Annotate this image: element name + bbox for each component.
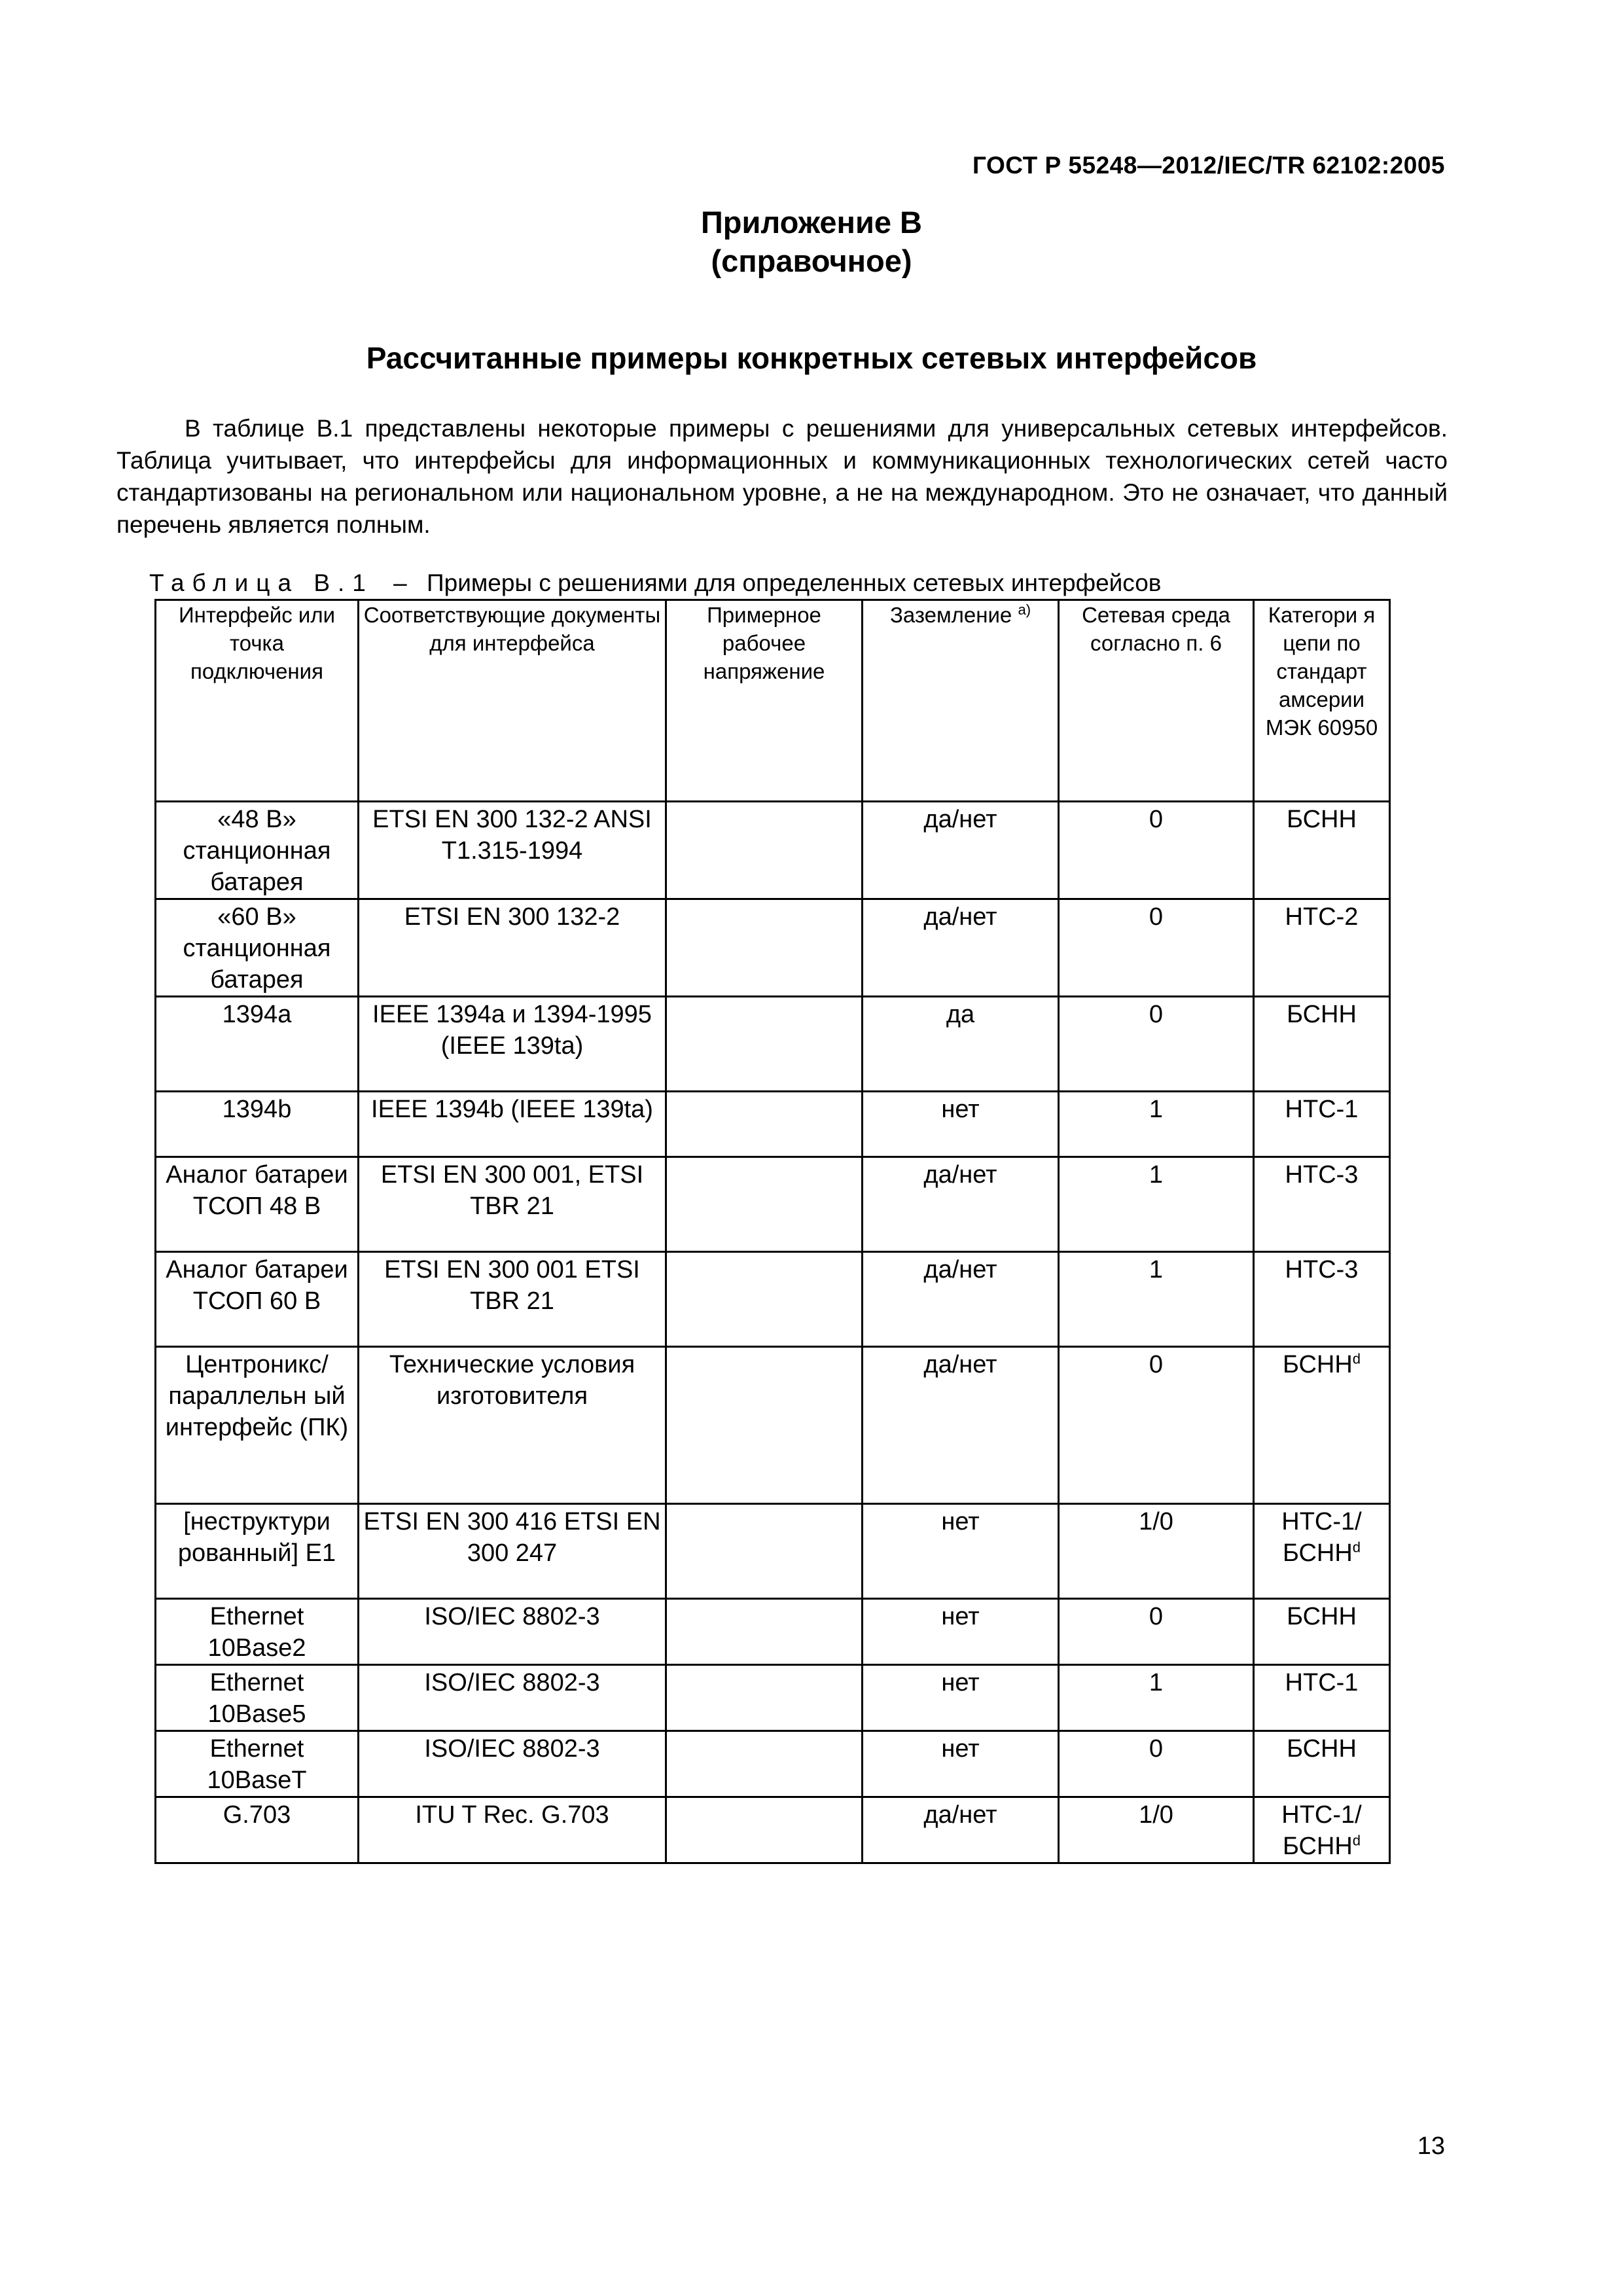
cell-docs-text: ETSI EN 300 001, ETSI TBR 21 <box>380 1161 644 1220</box>
cell-interface <box>156 997 359 1092</box>
cell-category-text: НТС-1/ БСНН <box>1281 1801 1362 1860</box>
table-row <box>156 997 1390 1092</box>
cell-voltage <box>666 802 863 899</box>
cell-interface <box>156 1092 359 1157</box>
cell-ground <box>863 1599 1059 1665</box>
cell-interface <box>156 1599 359 1665</box>
cell-interface-text: Ethernet 10Base2 <box>207 1603 306 1662</box>
page-number: 13 <box>1417 2132 1445 2160</box>
cell-env-text: 0 <box>1149 806 1164 833</box>
header-voltage: Примерное рабочее напряжение <box>666 600 863 802</box>
cell-category <box>1254 899 1390 997</box>
cell-category-text: НТС-1/ БСНН <box>1281 1508 1362 1567</box>
table-caption-dash: – <box>393 569 407 596</box>
cell-env-text: 1/0 <box>1139 1508 1173 1535</box>
cell-interface <box>156 899 359 997</box>
interfaces-table <box>154 599 1391 1864</box>
cell-env-text: 1 <box>1149 1669 1164 1696</box>
cell-env <box>1059 1504 1254 1599</box>
cell-interface-text: Центроникс/ параллельн ый интерфейс (ПК) <box>165 1351 349 1441</box>
table-row <box>156 1665 1390 1731</box>
table-caption-text: Примеры с решениями для определенных сетевых интерфейсов <box>427 569 1162 596</box>
cell-docs-text: ETSI EN 300 132-2 ANSI T1.315-1994 <box>372 806 652 865</box>
table-row <box>156 1347 1390 1504</box>
cell-env <box>1059 1665 1254 1731</box>
cell-docs <box>359 1092 666 1157</box>
cell-docs <box>359 1252 666 1347</box>
cell-interface-text: Ethernet 10BaseT <box>207 1735 307 1794</box>
cell-docs-text: ITU T Rec. G.703 <box>415 1801 609 1829</box>
table-caption <box>149 569 1161 597</box>
cell-ground <box>863 1092 1059 1157</box>
category-footnote-mark: d <box>1352 1539 1361 1556</box>
cell-interface <box>156 1157 359 1252</box>
header-interface: Интерфейс или точка подключения <box>156 600 359 802</box>
cell-voltage <box>666 1599 863 1665</box>
cell-category-text: НТС-1 <box>1285 1096 1359 1123</box>
table-row <box>156 1731 1390 1797</box>
cell-docs-text: Технические условия изготовителя <box>389 1351 635 1410</box>
cell-category-text: НТС-3 <box>1285 1256 1359 1283</box>
cell-docs-text: ETSI EN 300 001 ETSI TBR 21 <box>384 1256 640 1315</box>
cell-env-text: 0 <box>1149 903 1164 931</box>
cell-ground-text: нет <box>941 1603 980 1630</box>
cell-interface-text: «60 В» станционная батарея <box>183 903 331 994</box>
cell-docs-text: ETSI EN 300 132-2 <box>404 903 620 931</box>
cell-env <box>1059 1797 1254 1863</box>
cell-ground <box>863 899 1059 997</box>
cell-ground <box>863 1665 1059 1731</box>
cell-ground-text: да/нет <box>923 1161 997 1189</box>
cell-ground <box>863 997 1059 1092</box>
cell-docs <box>359 1347 666 1504</box>
cell-voltage <box>666 1797 863 1863</box>
category-footnote-mark: d <box>1352 1832 1361 1849</box>
cell-env <box>1059 1252 1254 1347</box>
cell-env <box>1059 802 1254 899</box>
cell-ground <box>863 1157 1059 1252</box>
header-env: Сетевая среда согласно п. 6 <box>1059 600 1254 802</box>
cell-ground <box>863 802 1059 899</box>
cell-docs <box>359 1504 666 1599</box>
cell-category-text: БСНН <box>1287 1603 1357 1630</box>
cell-interface-text: G.703 <box>223 1801 291 1829</box>
cell-env-text: 0 <box>1149 1735 1164 1763</box>
cell-interface <box>156 1252 359 1347</box>
cell-category-text: НТС-2 <box>1285 903 1359 931</box>
cell-interface <box>156 1347 359 1504</box>
cell-category <box>1254 1599 1390 1665</box>
cell-docs <box>359 802 666 899</box>
cell-category-text: БСНН <box>1287 1001 1357 1028</box>
cell-ground-text: да/нет <box>923 806 997 833</box>
cell-interface-text: 1394b <box>222 1096 292 1123</box>
cell-env <box>1059 1157 1254 1252</box>
cell-env-text: 1 <box>1149 1161 1164 1189</box>
cell-interface-text: Ethernet 10Base5 <box>207 1669 306 1728</box>
cell-interface-text: Аналог батареи ТСОП 60 В <box>166 1256 348 1315</box>
cell-ground <box>863 1797 1059 1863</box>
cell-category <box>1254 1157 1390 1252</box>
cell-env-text: 1 <box>1149 1096 1164 1123</box>
cell-interface-text: [неструктури рованный] E1 <box>177 1508 336 1567</box>
cell-ground-text: нет <box>941 1735 980 1763</box>
table-row <box>156 1092 1390 1157</box>
cell-category <box>1254 1347 1390 1504</box>
cell-env <box>1059 997 1254 1092</box>
table-row <box>156 1157 1390 1252</box>
cell-category-text: НТС-3 <box>1285 1161 1359 1189</box>
cell-ground <box>863 1347 1059 1504</box>
cell-env-text: 0 <box>1149 1351 1164 1378</box>
cell-category <box>1254 997 1390 1092</box>
table-row <box>156 802 1390 899</box>
cell-ground <box>863 1731 1059 1797</box>
table-row <box>156 899 1390 997</box>
cell-env-text: 0 <box>1149 1001 1164 1028</box>
cell-category-text: БСНН <box>1287 806 1357 833</box>
cell-docs-text: IEEE 1394a и 1394-1995 (IEEE 139ta) <box>372 1001 652 1060</box>
table-caption-label: Таблица В.1 <box>149 569 374 596</box>
cell-docs <box>359 1665 666 1731</box>
cell-ground-text: да/нет <box>923 1801 997 1829</box>
cell-docs-text: ISO/IEC 8802-3 <box>424 1669 600 1696</box>
cell-ground-text: да/нет <box>923 903 997 931</box>
cell-docs <box>359 899 666 997</box>
header-docs: Соответствующие документы для интерфейса <box>359 600 666 802</box>
cell-ground <box>863 1504 1059 1599</box>
cell-ground-text: да/нет <box>923 1351 997 1378</box>
cell-category <box>1254 1252 1390 1347</box>
cell-category-text: НТС-1 <box>1285 1669 1359 1696</box>
header-ground <box>863 600 1059 802</box>
cell-category <box>1254 1504 1390 1599</box>
appendix-heading <box>0 203 1623 280</box>
cell-interface <box>156 1797 359 1863</box>
cell-env <box>1059 899 1254 997</box>
header-category: Категори я цепи по стандарт амсерии МЭК 60950 <box>1254 600 1390 802</box>
cell-ground <box>863 1252 1059 1347</box>
cell-voltage <box>666 1092 863 1157</box>
cell-interface <box>156 802 359 899</box>
cell-docs-text: IEEE 1394b (IEEE 139ta) <box>371 1096 653 1123</box>
cell-docs <box>359 1599 666 1665</box>
table-row <box>156 1504 1390 1599</box>
table-header-row <box>156 600 1390 802</box>
table-row <box>156 1797 1390 1863</box>
cell-docs-text: ETSI EN 300 416 ETSI EN 300 247 <box>363 1508 661 1567</box>
cell-category <box>1254 1797 1390 1863</box>
cell-docs <box>359 1731 666 1797</box>
cell-env <box>1059 1347 1254 1504</box>
cell-ground-text: да/нет <box>923 1256 997 1283</box>
cell-interface <box>156 1504 359 1599</box>
appendix-subtitle: (справочное) <box>711 243 912 278</box>
cell-env <box>1059 1092 1254 1157</box>
intro-paragraph: В таблице В.1 представлены некоторые примеры с решениями для универсальных сетевых интерфейсов. Таблица учитывает, что интерфейсы для информационных и коммуникационных технологических сетей часто стандартизованы на региональном или национальном уровне, а не на международном. Это не означает, что данный перечень является полным. <box>116 415 1448 538</box>
cell-voltage <box>666 899 863 997</box>
cell-docs <box>359 1797 666 1863</box>
category-footnote-mark: d <box>1352 1350 1361 1367</box>
header-ground-label: Заземление <box>889 603 1012 627</box>
cell-voltage <box>666 1347 863 1504</box>
cell-env-text: 0 <box>1149 1603 1164 1630</box>
cell-ground-text: нет <box>941 1508 980 1535</box>
cell-docs-text: ISO/IEC 8802-3 <box>424 1603 600 1630</box>
cell-env-text: 1/0 <box>1139 1801 1173 1829</box>
cell-category-text: БСНН <box>1282 1351 1353 1378</box>
cell-docs-text: ISO/IEC 8802-3 <box>424 1735 600 1763</box>
document-code: ГОСТ Р 55248—2012/IEC/TR 62102:2005 <box>972 152 1445 179</box>
cell-interface-text: 1394a <box>222 1001 292 1028</box>
cell-docs <box>359 997 666 1092</box>
cell-category <box>1254 1665 1390 1731</box>
cell-voltage <box>666 1157 863 1252</box>
cell-ground-text: да <box>946 1001 975 1028</box>
cell-interface <box>156 1731 359 1797</box>
cell-env-text: 1 <box>1149 1256 1164 1283</box>
header-ground-note: а) <box>1018 601 1031 618</box>
cell-interface-text: «48 В» станционная батарея <box>183 806 331 896</box>
cell-voltage <box>666 1731 863 1797</box>
cell-voltage <box>666 997 863 1092</box>
cell-category <box>1254 1731 1390 1797</box>
cell-ground-text: нет <box>941 1096 980 1123</box>
cell-voltage <box>666 1665 863 1731</box>
appendix-title: Приложение В <box>701 205 922 240</box>
cell-env <box>1059 1599 1254 1665</box>
cell-category <box>1254 1092 1390 1157</box>
cell-docs <box>359 1157 666 1252</box>
cell-category-text: БСНН <box>1287 1735 1357 1763</box>
cell-interface-text: Аналог батареи ТСОП 48 В <box>166 1161 348 1220</box>
cell-voltage <box>666 1252 863 1347</box>
table-row <box>156 1599 1390 1665</box>
cell-voltage <box>666 1504 863 1599</box>
cell-category <box>1254 802 1390 899</box>
cell-ground-text: нет <box>941 1669 980 1696</box>
table-row <box>156 1252 1390 1347</box>
section-title: Рассчитанные примеры конкретных сетевых интерфейсов <box>366 341 1257 375</box>
cell-env <box>1059 1731 1254 1797</box>
cell-interface <box>156 1665 359 1731</box>
